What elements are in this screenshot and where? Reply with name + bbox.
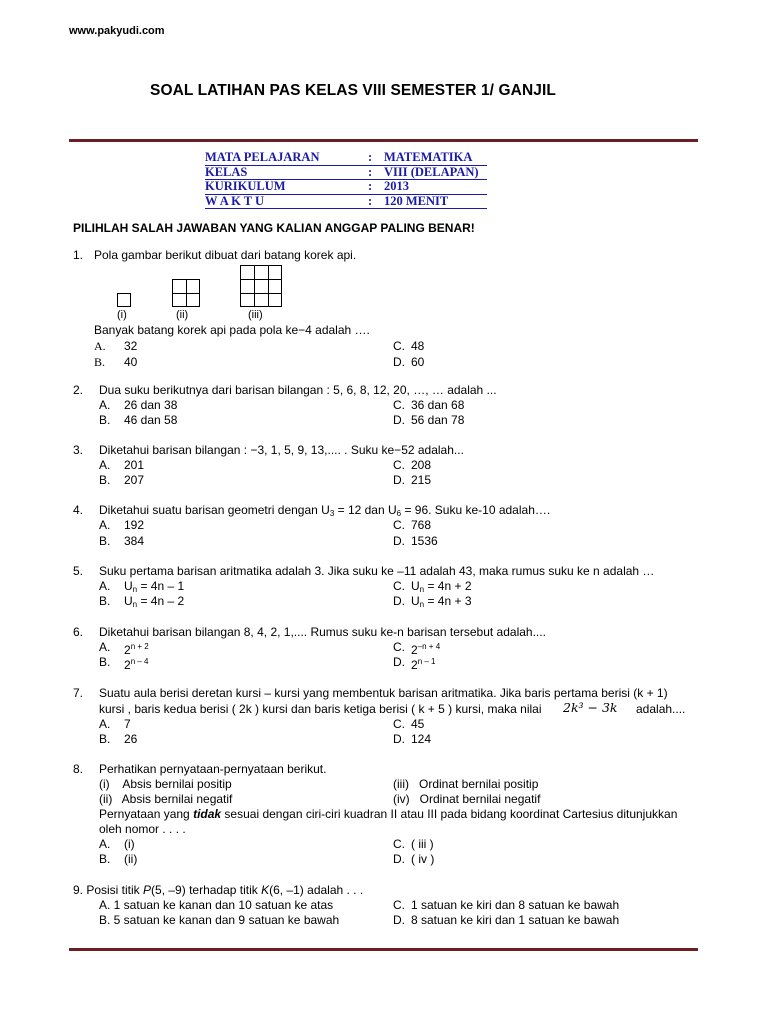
option-b: 40 [124, 355, 138, 369]
option-b: 2$^{n - 4}$ [124, 657, 149, 672]
option-letter: A. [99, 518, 111, 532]
option-letter: B. [99, 732, 111, 746]
option-letter: C. [393, 717, 405, 731]
option-letter: A. [99, 717, 111, 731]
option-letter: C. [393, 339, 405, 353]
option-a: 26 dan 38 [124, 398, 178, 412]
option-letter: A. [94, 339, 106, 353]
question-text: Perhatikan pernyataan-pernyataan berikut. [99, 762, 327, 776]
info-row-subject [205, 151, 487, 166]
option-letter: C. [393, 398, 405, 412]
question-text: 9. Posisi titik P(5, –9) terhadap titik K(6, –1) adalah . . . [73, 883, 364, 897]
option-letter: C. [393, 518, 405, 532]
option-letter: D. [393, 913, 405, 927]
site-url: www.pakyudi.com [69, 25, 165, 37]
info-colon: : [368, 164, 373, 179]
question-number: 6. [73, 625, 84, 639]
option-a: $U_n = 4n - 1$ [124, 579, 185, 594]
option-c: 36 dan 68 [411, 398, 465, 412]
question-number: 7. [73, 686, 84, 700]
info-label: KELAS [205, 164, 248, 179]
option-c: 45 [411, 717, 425, 731]
option-letter: A. [99, 640, 111, 654]
info-value: MATEMATIKA [384, 150, 473, 164]
info-colon: : [368, 150, 373, 164]
info-row-curriculum [205, 180, 487, 195]
question-text: Diketahui barisan bilangan : −3, 1, 5, 9, 13,.... . Suku ke−52 adalah... [99, 443, 464, 457]
option-d: ( iv ) [411, 852, 435, 866]
option-letter: A. [99, 837, 111, 851]
option-d: 56 dan 78 [411, 413, 465, 427]
figure-label: (iii) [248, 309, 263, 321]
option-letter: D. [393, 473, 405, 487]
info-label: KURIKULUM [205, 179, 286, 193]
question-text: Diketahui suatu barisan geometri dengan $U_3 = 12$ dan $U_6 = 96$. Suku ke-10 adalah…. [99, 503, 551, 518]
option-a: $2^{n + 2}$ [124, 642, 149, 657]
option-a: A. 1 satuan ke kanan dan 10 satuan ke atas [99, 898, 334, 912]
statement: (i) Absis bernilai positip [99, 777, 232, 791]
math-expression: 2k³ − 3k [563, 700, 618, 715]
option-letter: C. [393, 458, 405, 472]
option-b: B. 5 satuan ke kanan dan 9 satuan ke bawah [99, 913, 340, 927]
question-text: Suku pertama barisan aritmatika adalah 3. Jika suku ke –11 adalah 43, maka rumus suku ke n adalah … [99, 564, 655, 578]
option-b: 46 dan 58 [124, 413, 178, 427]
option-c: 48 [411, 339, 425, 353]
question-text: oleh nomor . . . . [99, 822, 186, 836]
question-number: 4. [73, 503, 84, 517]
option-c: 208 [411, 458, 432, 472]
question-number: 2. [73, 383, 84, 397]
option-d: 215 [411, 473, 432, 487]
option-letter: B. [99, 852, 111, 866]
option-letter: C. [393, 579, 405, 593]
option-c: 768 [411, 518, 432, 532]
option-c: $2^{-n + 4}$ [411, 642, 441, 657]
page-title: SOAL LATIHAN PAS KELAS VIII SEMESTER 1/ GANJIL [150, 82, 556, 99]
matchstick-pattern-2 [172, 279, 200, 307]
option-b: $U_n = 4n - 2$ [124, 594, 185, 609]
option-c: 1 satuan ke kiri dan 8 satuan ke bawah [411, 898, 620, 912]
option-letter: D. [393, 355, 405, 369]
option-letter: B. [99, 594, 111, 608]
question-text: Banyak batang korek api pada pola ke−4 adalah …. [94, 323, 370, 337]
option-d: 1536 [411, 534, 438, 548]
option-letter: B. [99, 655, 111, 669]
option-b: 384 [124, 534, 145, 548]
option-letter: D. [393, 852, 405, 866]
question-text: Pernyataan yang tidak sesuai dengan ciri-ciri kuadran II atau III pada bidang koordinat Cartesius ditunjukkan [99, 807, 678, 821]
option-a: 7 [124, 717, 131, 731]
statement: (iii) Ordinat bernilai positip [393, 777, 539, 791]
option-letter: B. [99, 473, 111, 487]
info-label: MATA PELAJARAN [205, 150, 320, 164]
info-table [205, 151, 487, 209]
matchstick-pattern-3 [240, 265, 282, 307]
option-c: $U_n = 4n + 2$ [411, 579, 472, 594]
info-value: VIII (DELAPAN) [384, 164, 479, 179]
option-b: 207 [124, 473, 145, 487]
question-text: adalah.... [636, 702, 686, 716]
option-letter: C. [393, 898, 405, 912]
option-letter: D. [393, 413, 405, 427]
question-text: Pola gambar berikut dibuat dari batang korek api. [94, 248, 357, 262]
option-letter: C. [393, 837, 405, 851]
question-text: Suatu aula berisi deretan kursi – kursi yang membentuk barisan aritmatika. Jika baris pertama berisi (k + 1) [99, 686, 668, 700]
info-row-class [205, 166, 487, 181]
info-value: 2013 [384, 179, 409, 193]
bottom-divider [69, 948, 698, 951]
option-letter: D. [393, 594, 405, 608]
option-letter: B. [99, 534, 111, 548]
option-letter: B. [94, 355, 106, 369]
question-text: Diketahui barisan bilangan 8, 4, 2, 1,.... Rumus suku ke-n barisan tersebut adalah.... [99, 625, 546, 639]
option-letter: C. [393, 640, 405, 654]
question-number: 5. [73, 564, 84, 578]
option-c: ( iii ) [411, 837, 434, 851]
option-a: 201 [124, 458, 145, 472]
question-number: 3. [73, 443, 84, 457]
question-number: 1. [73, 248, 84, 262]
option-letter: B. [99, 413, 111, 427]
top-divider [69, 139, 698, 142]
option-letter: A. [99, 458, 111, 472]
option-b: (ii) [124, 852, 138, 866]
option-a: (i) [124, 837, 135, 851]
statement: (ii) Absis bernilai negatif [99, 792, 233, 806]
info-row-time [205, 195, 487, 210]
option-letter: D. [393, 655, 405, 669]
option-letter: D. [393, 732, 405, 746]
question-text: Dua suku berikutnya dari barisan bilangan : 5, 6, 8, 12, 20, …, … adalah ... [99, 383, 497, 397]
option-d: $U_n = 4n + 3$ [411, 594, 472, 609]
info-value: 120 MENIT [384, 193, 449, 208]
option-d: 60 [411, 355, 425, 369]
option-letter: A. [99, 579, 111, 593]
statement: (iv) Ordinat bernilai negatif [393, 792, 541, 806]
option-d: 124 [411, 732, 432, 746]
info-colon: : [368, 193, 373, 208]
matchstick-pattern-1 [117, 293, 131, 307]
option-a: 192 [124, 518, 145, 532]
info-label: W A K T U [205, 193, 265, 208]
question-number: 8. [73, 762, 84, 776]
question-text: kursi , baris kedua berisi ( 2k ) kursi dan baris ketiga berisi ( k + 5 ) kursi, maka nilai [99, 702, 542, 716]
option-b: 26 [124, 732, 138, 746]
option-d: 8 satuan ke kiri dan 1 satuan ke bawah [411, 913, 620, 927]
info-colon: : [368, 179, 373, 193]
option-letter: D. [393, 534, 405, 548]
option-d: 2$^{n - 1}$ [411, 657, 436, 672]
figure-label: (ii) [176, 309, 189, 321]
option-letter: A. [99, 398, 111, 412]
figure-label: (i) [117, 309, 127, 321]
instruction: PILIHLAH SALAH JAWABAN YANG KALIAN ANGGAP PALING BENAR! [73, 221, 475, 235]
option-a: 32 [124, 339, 138, 353]
